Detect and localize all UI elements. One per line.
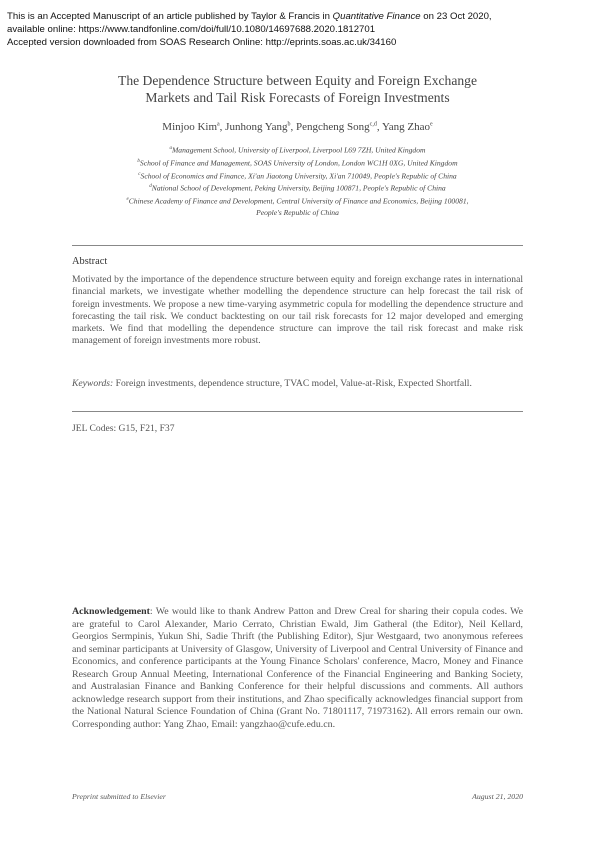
- publication-banner: [7, 10, 587, 49]
- banner-line-3[interactable]: Accepted version downloaded from SOAS Research Online: http://eprints.soas.ac.uk/34160: [7, 37, 397, 48]
- author-name: Pengcheng Song: [296, 121, 370, 133]
- keywords-text: Foreign investments, dependence structure, TVAC model, Value-at-Risk, Expected Shortfall.: [115, 378, 472, 389]
- journal-name: Quantitative Finance: [332, 11, 421, 22]
- affiliation: $^b$School of Finance and Management, SOAS University of London, London WC1H 0XG, United Kingdom: [137, 158, 458, 168]
- keywords-label: Keywords:: [72, 378, 114, 389]
- banner-line-1: This is an Accepted Manuscript of an article published by Taylor & Francis in Quantitative Finance on 23 Oct 2020,: [7, 11, 492, 22]
- author-sup: e: [430, 121, 433, 128]
- banner-line-2[interactable]: available online: https://www.tandfonline.com/doi/full/10.1080/14697688.2020.1812701: [7, 24, 376, 35]
- footer-preprint-note: Preprint submitted to Elsevier: [72, 792, 166, 801]
- acknowledgement-text: : We would like to thank Andrew Patton and Drew Creal for sharing their copula codes. We are grateful to Carol Alexander, Mario Cerrato, Christian Ewald, Jim Gatheral (the Editor), Neil Kellard, Georgios Sermpinis, Yukun Shi, Sadie Thrift (the Publishing Editor), Sjur Westgaard, two anonymous referees and seminar participants at University of Glasgow, University of Liverpool and Central University of Finance and Economics, and conference participants at the Young Finance Scholars' conference, Macro, Money and Finance Research Group Annual Meeting, International Conference of the Financial Engineering and Banking Society, and Australasian Finance and Banking Conference for their helpful discussions and comments. All authors acknowledge research support from their institutions, and Zhao specifically acknowledges financial support from the National Natural Science Foundation of China (Grant No. 71801117, 71973162). All errors remain our own. Corresponding author: Yang Zhao, Email: yangzhao@cufe.edu.cn.: [72, 606, 523, 730]
- author-sup: b: [287, 121, 291, 128]
- abstract-bottom-rule: [72, 411, 523, 412]
- author-sup: c,d: [369, 121, 377, 128]
- title-line-1: The Dependence Structure between Equity and Foreign Exchange: [118, 73, 477, 88]
- abstract-body: Motivated by the importance of the dependence structure between equity and foreign exchange rates in international financial markets, we investigate whether modelling the dependence structure can help forecast the tail risk of foreign investments. We propose a new time-varying asymmetric copula for modelling the dependence structure and forecasting the tail risk. We conduct backtesting on our tail risk forecasts for 12 major developed and emerging markets. We find that modelling the dependence structure can improve the tail risk forecast and make risk management of foreign investments more robust.: [72, 274, 523, 347]
- affiliation: $^e$Chinese Academy of Finance and Development, Central University of Finance and Economics, Beijing 100081,: [126, 196, 469, 206]
- author-name: Yang Zhao: [381, 121, 431, 133]
- affiliation: People's Republic of China: [256, 208, 339, 218]
- title-line-2: Markets and Tail Risk Forecasts of Foreign Investments: [145, 90, 450, 105]
- author-name: Junhong Yang: [225, 121, 288, 133]
- author-sup: a: [217, 121, 220, 128]
- affiliation: $^c$School of Economics and Finance, Xi'an Jiaotong University, Xi'an 710049, People's Republic of China: [138, 171, 457, 181]
- affiliations: [60, 143, 535, 218]
- abstract-top-rule: [72, 245, 523, 246]
- abstract-heading: Abstract: [72, 256, 108, 267]
- author-name: Minjoo Kim: [162, 121, 217, 133]
- acknowledgement: [72, 606, 523, 731]
- affiliation: $^d$National School of Development, Peking University, Beijing 100871, People's Republic of China: [149, 184, 446, 194]
- affiliation: $^a$Management School, University of Liverpool, Liverpool L69 7ZH, United Kingdom: [169, 145, 426, 155]
- jel-codes: JEL Codes: G15, F21, F37: [72, 423, 175, 434]
- author-list: Minjoo Kim$^a$, Junhong Yang$^b$, Pengcheng Song$^{c,d}$, Yang Zhao$^e$: [162, 121, 433, 133]
- paper-title: [60, 72, 535, 106]
- footer-date: August 21, 2020: [472, 792, 523, 801]
- acknowledgement-label: Acknowledgement: [72, 606, 150, 617]
- keywords: [72, 378, 523, 390]
